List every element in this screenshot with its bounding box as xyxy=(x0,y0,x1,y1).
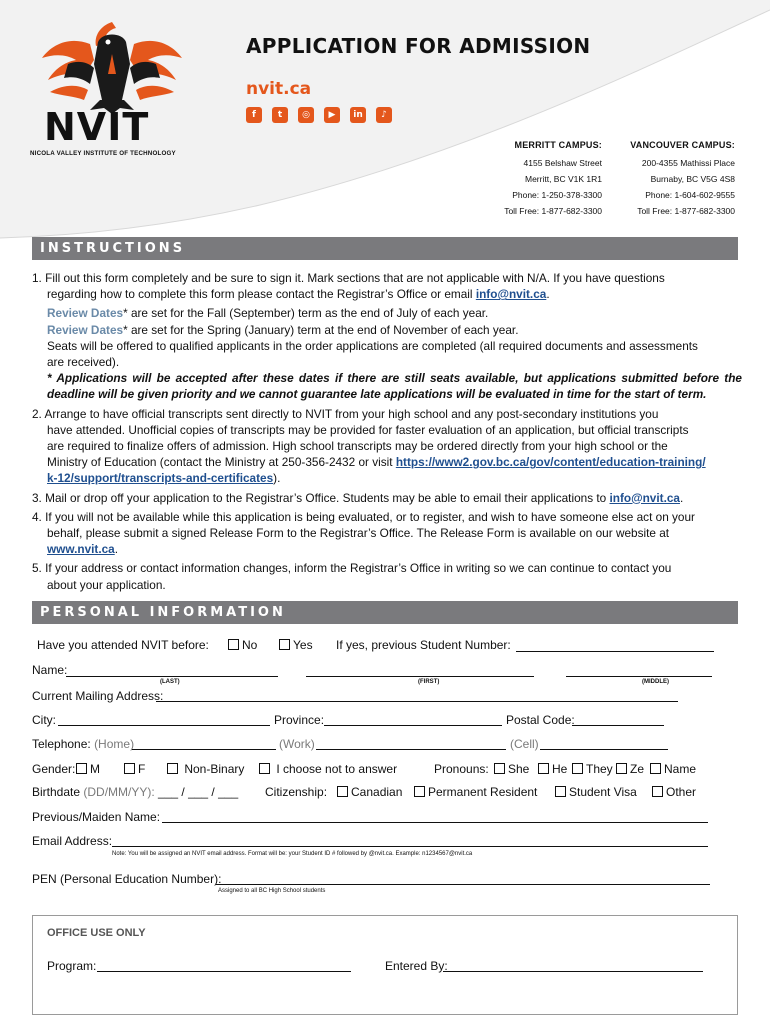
citizenship-other-option[interactable]: Other xyxy=(652,785,696,799)
maiden-name-field[interactable] xyxy=(162,822,708,823)
vancouver-heading: VANCOUVER CAMPUS: xyxy=(630,140,735,150)
checkbox[interactable] xyxy=(414,786,425,797)
gender-label: Gender: xyxy=(32,762,76,776)
gender-nonbinary-option[interactable]: Non-Binary xyxy=(167,762,244,776)
prev-student-number-field[interactable] xyxy=(516,651,714,652)
personal-info-heading: PERSONAL INFORMATION xyxy=(32,601,738,624)
website-link[interactable]: www.nvit.ca xyxy=(47,542,115,557)
instruction-4: 4. If you will not be available while this application is being evaluated, or to register, and wish to have someone else act on your xyxy=(32,509,695,524)
checkbox[interactable] xyxy=(259,763,270,774)
tiktok-icon[interactable]: ♪ xyxy=(376,107,392,123)
city-label: City: xyxy=(32,713,56,727)
social-icons xyxy=(246,107,392,123)
checkbox[interactable] xyxy=(538,763,549,774)
pronoun-she-option[interactable]: She xyxy=(494,762,529,776)
province-field[interactable] xyxy=(324,725,502,726)
transcripts-link-cont[interactable]: k-12/support/transcripts-and-certificates xyxy=(47,471,274,486)
instruction-2: 2. Arrange to have official transcripts sent directly to NVIT from your high school and any post-secondary institutions you xyxy=(32,406,659,421)
cell-phone-caption: (Cell) xyxy=(510,737,539,751)
checkbox[interactable] xyxy=(167,763,178,774)
checkbox[interactable] xyxy=(124,763,135,774)
pronoun-name-option[interactable]: Name xyxy=(650,762,696,776)
email-field[interactable] xyxy=(112,846,708,847)
middle-name-field[interactable] xyxy=(566,676,712,677)
gender-none-option[interactable]: I choose not to answer xyxy=(259,762,397,776)
office-use-heading: OFFICE USE ONLY xyxy=(47,927,146,939)
vancouver-address2: Burnaby, BC V5G 4S8 xyxy=(650,174,735,184)
linkedin-icon[interactable]: in xyxy=(350,107,366,123)
checkbox[interactable] xyxy=(76,763,87,774)
citizenship-label: Citizenship: xyxy=(265,785,328,799)
city-field[interactable] xyxy=(58,725,270,726)
email-label: Email Address: xyxy=(32,834,113,848)
instructions-heading: INSTRUCTIONS xyxy=(32,237,738,260)
last-caption: (LAST) xyxy=(160,679,180,685)
telephone-label: Telephone: (Home) xyxy=(32,737,135,751)
prev-student-number-label: If yes, previous Student Number: xyxy=(336,638,511,652)
work-phone-caption: (Work) xyxy=(279,737,315,751)
vancouver-campus-info xyxy=(630,137,735,219)
checkbox[interactable] xyxy=(572,763,583,774)
mailing-address-field[interactable] xyxy=(156,701,678,702)
pronoun-they-option[interactable]: They xyxy=(572,762,613,776)
pen-note: Assigned to all BC High School students xyxy=(218,888,326,894)
home-phone-caption: (Home) xyxy=(94,737,135,751)
late-applications-note: * Applications will be accepted after these dates if there are still seats available, but applications submitted before the xyxy=(47,371,742,386)
province-label: Province: xyxy=(274,713,325,727)
vancouver-tollfree: Toll Free: 1-877-682-3300 xyxy=(637,206,735,216)
logo-tagline: NICOLA VALLEY INSTITUTE OF TECHNOLOGY xyxy=(30,150,176,157)
program-field[interactable] xyxy=(97,971,351,972)
vancouver-phone: Phone: 1-604-602-9555 xyxy=(645,190,735,200)
checkbox[interactable] xyxy=(616,763,627,774)
gender-m-option[interactable]: M xyxy=(76,762,100,776)
program-label: Program: xyxy=(47,959,97,973)
merritt-phone: Phone: 1-250-378-3300 xyxy=(512,190,602,200)
checkbox[interactable] xyxy=(650,763,661,774)
mailing-address-label: Current Mailing Address: xyxy=(32,689,164,703)
vancouver-address1: 200-4355 Mathissi Place xyxy=(641,158,735,168)
logo-wordmark: NVIT xyxy=(44,105,150,149)
checkbox[interactable] xyxy=(228,639,239,650)
review-dates-label: Review Dates xyxy=(47,322,124,337)
attended-yes-option[interactable]: Yes xyxy=(279,638,313,652)
instruction-3: 3. Mail or drop off your application to the Registrar’s Office. Students may be able to email their applications to info@nvit.ca. xyxy=(32,490,684,505)
website-link[interactable]: nvit.ca xyxy=(246,79,312,99)
merritt-tollfree: Toll Free: 1-877-682-3300 xyxy=(504,206,602,216)
youtube-icon[interactable]: ▶ xyxy=(324,107,340,123)
email-link[interactable]: info@nvit.ca xyxy=(475,287,547,302)
checkbox[interactable] xyxy=(494,763,505,774)
pronoun-he-option[interactable]: He xyxy=(538,762,567,776)
home-phone-field[interactable] xyxy=(132,749,276,750)
twitter-icon[interactable]: t xyxy=(272,107,288,123)
transcripts-link[interactable]: https://www2.gov.bc.ca/gov/content/education-training/ xyxy=(395,455,706,470)
citizenship-canadian-option[interactable]: Canadian xyxy=(337,785,402,799)
merritt-address2: Merritt, BC V1K 1R1 xyxy=(525,174,602,184)
merritt-campus-info xyxy=(504,137,602,219)
gender-f-option[interactable]: F xyxy=(124,762,145,776)
facebook-icon[interactable]: f xyxy=(246,107,262,123)
attended-label: Have you attended NVIT before: xyxy=(37,638,209,652)
middle-caption: (MIDDLE) xyxy=(642,679,669,685)
checkbox[interactable] xyxy=(652,786,663,797)
entered-by-label: Entered By: xyxy=(385,959,448,973)
instruction-1: 1. Fill out this form completely and be sure to sign it. Mark sections that are not applicable with N/A. If you have questions xyxy=(32,271,665,285)
entered-by-field[interactable] xyxy=(443,971,703,972)
pronouns-label: Pronouns: xyxy=(434,762,489,776)
first-name-field[interactable] xyxy=(306,676,534,677)
postal-code-field[interactable] xyxy=(572,725,664,726)
cell-phone-field[interactable] xyxy=(540,749,668,750)
merritt-address1: 4155 Belshaw Street xyxy=(523,158,602,168)
citizenship-pr-option[interactable]: Permanent Resident xyxy=(414,785,537,799)
attended-no-option[interactable]: No xyxy=(228,638,257,652)
work-phone-field[interactable] xyxy=(316,749,506,750)
office-use-box xyxy=(32,915,738,1015)
last-name-field[interactable] xyxy=(66,676,278,677)
instructions-body: 1. Fill out this form completely and be sure to sign it. Mark sections that are not applicable with N/A. If you have questions regarding how to complete this form please contact the Registrar’s Office or email info@nvit.ca. Review Dates* are set for the Fall (September) term as the end of July of each year. Review Dates* are set for the Spring (January) term at the end of November of each year. Seats will be offered to qualified applicants in the order applications are completed (all required documents and assessments are received). * Applications will be accepted after these dates if there are still seats available, but applications submitted before the deadline will be given priority and we cannot guarantee late applications will be evaluated in time for the start of term. 2. Arrange to have official transcripts sent directly to NVIT from your high school and any post-secondary institutions you have attended. Unofficial copies of transcripts may be provided for faster evaluation of an application, but official transcripts are required to finalize offers of admission. High school transcripts may be ordered directly from your high school or the Ministry of Education (contact the Ministry at 250-356-2432 or visit https://www2.gov.bc.ca/gov/content/education-training/ k-12/support/transcripts-and-certificates). 3. Mail or drop off your application to the Registrar’s Office. Students may be able to email their applications to info@nvit.ca. 4. If you will not be available while this application is being evaluated, or to register, and wish to have someone else act on your behalf, please submit a signed Release Form to the Registrar’s Office. The Release Form is available on our website at www.nvit.ca. 5. If your address or contact information changes, inform the Registrar’s Office in writing so we can continue to contact you about your application. xyxy=(32,271,742,592)
checkbox[interactable] xyxy=(555,786,566,797)
email-link[interactable]: info@nvit.ca xyxy=(609,490,680,505)
pronoun-ze-option[interactable]: Ze xyxy=(616,762,644,776)
birthdate-field[interactable]: ___ / ___ / ___ xyxy=(158,785,239,799)
birthdate-label: Birthdate (DD/MM/YY): ___ / ___ / ___ xyxy=(32,785,239,799)
page-title: APPLICATION FOR ADMISSION xyxy=(246,34,591,58)
instagram-icon[interactable]: ◎ xyxy=(298,107,314,123)
first-caption: (FIRST) xyxy=(418,679,440,685)
pen-label: PEN (Personal Education Number): xyxy=(32,872,222,886)
instruction-5: 5. If your address or contact information changes, inform the Registrar’s Office in writing so we can continue to contact you xyxy=(32,561,672,576)
pen-field[interactable] xyxy=(216,884,710,885)
citizenship-visa-option[interactable]: Student Visa xyxy=(555,785,637,799)
postal-code-label: Postal Code: xyxy=(506,713,575,727)
review-dates-label: Review Dates xyxy=(47,306,124,321)
checkbox[interactable] xyxy=(337,786,348,797)
maiden-name-label: Previous/Maiden Name: xyxy=(32,810,161,824)
email-note: Note: You will be assigned an NVIT email address. Format will be: your Student ID # followed by @nvit.ca. Example: n1234567@nvit.ca xyxy=(112,851,473,857)
merritt-heading: MERRITT CAMPUS: xyxy=(514,140,602,150)
checkbox[interactable] xyxy=(279,639,290,650)
name-label: Name: xyxy=(32,663,68,677)
